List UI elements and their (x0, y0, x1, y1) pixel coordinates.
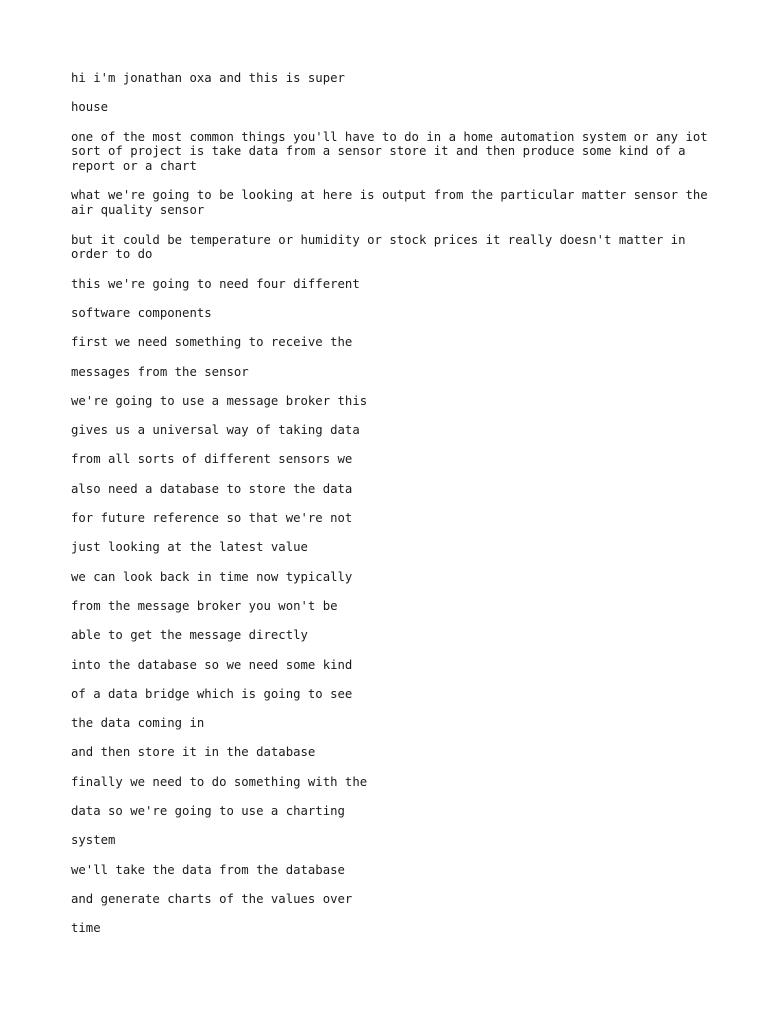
transcript-line: one of the most common things you'll have to do in a home automation system or any iot sort of project is take data from a sensor store it and then produce some kind of a report or a chart (71, 129, 708, 174)
transcript-line: we're going to use a message broker this (71, 393, 368, 408)
transcript-line: time (71, 921, 101, 936)
transcript-line: what we're going to be looking at here is output from the particular matter sensor the air quality sensor (71, 188, 708, 218)
transcript-line: of a data bridge which is going to see (71, 686, 353, 701)
transcript-line: and then store it in the database (71, 745, 316, 760)
transcript-line: from the message broker you won't be (71, 598, 338, 613)
transcript-line: gives us a universal way of taking data (71, 423, 360, 438)
transcript-line: first we need something to receive the (71, 335, 353, 350)
transcript-line: hi i'm jonathan oxa and this is super (71, 71, 345, 85)
transcript-line: system (71, 833, 116, 848)
transcript-line: we can look back in time now typically (71, 569, 353, 584)
transcript-line: from all sorts of different sensors we (71, 452, 353, 467)
transcript-line: we'll take the data from the database (71, 862, 345, 877)
transcript-line: messages from the sensor (71, 364, 249, 379)
transcript-line: house (71, 100, 109, 115)
transcript-line: software components (71, 305, 212, 320)
transcript-line: finally we need to do something with the (71, 774, 368, 789)
transcript-line: for future reference so that we're not (71, 511, 353, 526)
transcript-line: and generate charts of the values over (71, 891, 353, 906)
transcript-line: able to get the message directly (71, 628, 308, 643)
transcript-text (71, 71, 721, 951)
transcript-line: into the database so we need some kind (71, 657, 353, 672)
transcript-line: this we're going to need four different (71, 276, 360, 291)
transcript-line: also need a database to store the data (71, 481, 353, 496)
transcript-line: data so we're going to use a charting (71, 804, 345, 819)
transcript-line: but it could be temperature or humidity or stock prices it really doesn't matter in order to do (71, 232, 686, 262)
transcript-line: just looking at the latest value (71, 540, 308, 555)
transcript-line: the data coming in (71, 716, 205, 731)
